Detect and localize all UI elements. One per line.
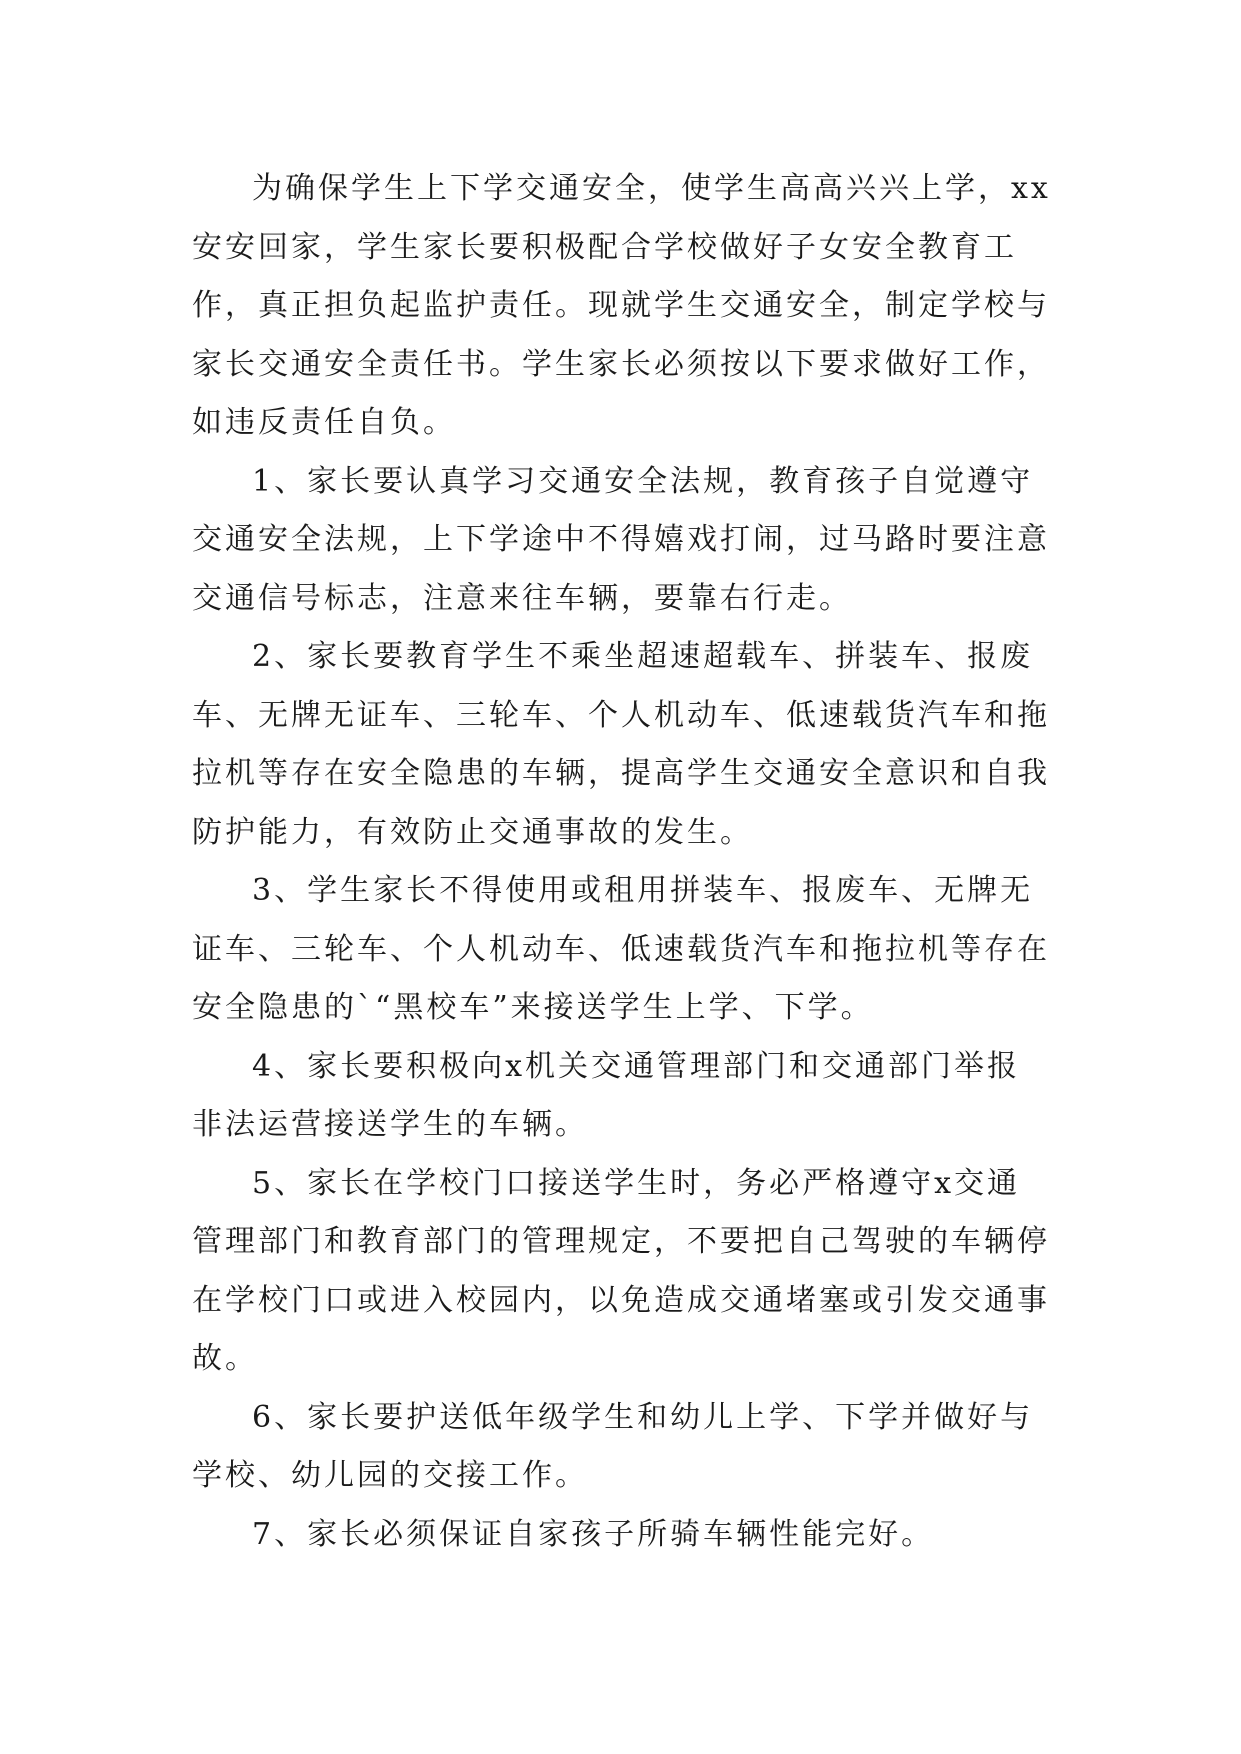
rule-paragraph-6: 6、家长要护送低年级学生和幼儿上学、下学并做好与学校、幼儿园的交接工作。 xyxy=(192,1399,1034,1493)
intro-paragraph: 为确保学生上下学交通安全，使学生高高兴兴上学，xx安安回家，学生家长要积极配合学校做好子女安全教育工作，真正担负起监护责任。现就学生交通安全，制定学校与家长交通安全责任书。学生家长必须按以下要求做好工作，如违反责任自负。 xyxy=(192,171,1051,440)
rule-paragraph-3: 3、学生家长不得使用或租用拼装车、报废车、无牌无证车、三轮车、个人机动车、低速载货汽车和拖拉机等存在安全隐患的`“黑校车”来接送学生上学、下学。 xyxy=(192,873,1050,1025)
rule-paragraph-5: 5、家长在学校门口接送学生时，务必严格遵守x交通管理部门和教育部门的管理规定，不要把自己驾驶的车辆停在学校门口或进入校园内，以免造成交通堵塞或引发交通事故。 xyxy=(192,1165,1050,1376)
rule-paragraph-1: 1、家长要认真学习交通安全法规，教育孩子自觉遵守交通安全法规，上下学途中不得嬉戏打闹，过马路时要注意交通信号标志，注意来往车辆，要靠右行走。 xyxy=(192,463,1050,616)
rule-paragraph-7: 7、家长必须保证自家孩子所骑车辆性能完好。 xyxy=(252,1516,935,1552)
document-body xyxy=(192,160,1052,1564)
rule-paragraph-4: 4、家长要积极向x机关交通管理部门和交通部门举报非法运营接送学生的车辆。 xyxy=(192,1048,1021,1142)
rule-paragraph-2: 2、家长要教育学生不乘坐超速超载车、拼装车、报废车、无牌无证车、三轮车、个人机动车、低速载货汽车和拖拉机等存在安全隐患的车辆，提高学生交通安全意识和自我防护能力，有效防止交通事故的发生。 xyxy=(192,639,1050,850)
